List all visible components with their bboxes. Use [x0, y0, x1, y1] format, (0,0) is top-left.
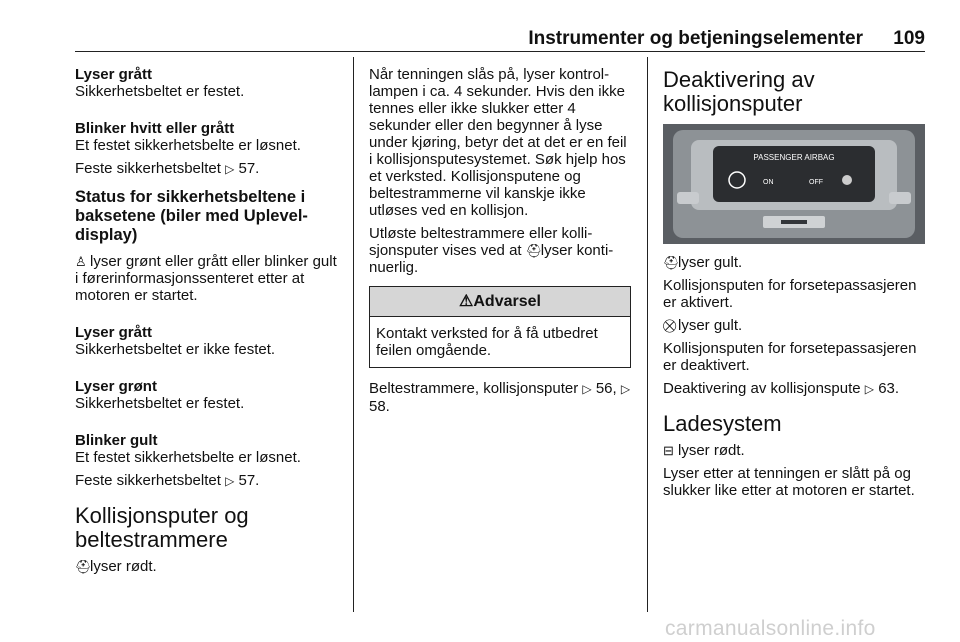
status-text: lyser grønt eller grått eller blinker gult i førerinformasjonssenteret etter at motoren er startet.: [75, 253, 337, 304]
i2-text: Kollisjonsputen for forsetepassasjeren er deaktivert.: [663, 340, 917, 374]
l1-text: Lyser etter at tenningen er slått på og slukker like etter at motoren er startet.: [663, 465, 915, 499]
c2-p2a: Utløste beltestrammere eller kollisjonsputer vises ved at: [369, 225, 593, 259]
s2-text: Et festet sikkerhetsbelte er løsnet.: [75, 137, 301, 154]
column-3: [663, 66, 925, 505]
c2-p2: [369, 225, 631, 276]
s1-title: Lyser grått: [75, 66, 152, 83]
c2-p3-ref1[interactable]: 56,: [595, 380, 617, 397]
s1-text: Sikkerhetsbeltet er festet.: [75, 83, 245, 100]
page-ref-icon: ▷: [582, 382, 592, 396]
charging-heading: Ladesystem: [663, 411, 782, 436]
column-2: [369, 66, 631, 421]
s3-title: Lyser grått: [75, 324, 152, 341]
page-ref-icon: ▷: [225, 162, 235, 176]
s5-ref-line: [75, 472, 337, 490]
s4-text: Sikkerhetsbeltet er festet.: [75, 395, 245, 412]
airbag-line: [75, 558, 337, 575]
status-heading: Status for sikkerhetsbeltene i baksetene (biler med Uplevel-display): [75, 188, 308, 244]
s5-ref-text: Feste sikkerhetsbeltet: [75, 472, 221, 489]
column-divider-2: [647, 57, 648, 612]
i2-ref-page[interactable]: 63.: [878, 380, 900, 397]
header-rule: [75, 51, 925, 52]
c2-p2b: lyser kontinuerlig.: [369, 242, 614, 276]
page-number: 109: [893, 28, 925, 49]
s4-title: Lyser grønt: [75, 378, 157, 395]
warning-title: Advarsel: [473, 293, 541, 310]
i2-ref-line: [663, 380, 925, 398]
rear-seatbelt-icon: ♙: [75, 254, 87, 269]
airbag-panel-photo: [663, 124, 925, 244]
airbag-on-icon: ⛑: [663, 255, 680, 270]
airbag-icon: ⛑: [525, 243, 543, 258]
c2-p3: [369, 380, 631, 415]
l1-line: [663, 442, 925, 459]
i1-text: Kollisjonsputen for forsetepassasjeren er aktivert.: [663, 277, 917, 311]
airbag-icon: ⛑: [75, 559, 92, 574]
airbag-off-icon: ⛒: [663, 318, 677, 333]
s5-title: Blinker gult: [75, 432, 158, 449]
s5-text: Et festet sikkerhetsbelte er løsnet.: [75, 449, 301, 466]
s2-ref-line: [75, 160, 337, 178]
c2-p3-text: Beltestrammere, kollisjonsputer: [369, 380, 579, 397]
warning-header: [370, 287, 630, 317]
airbag-heading: Kollisjonsputer og beltestrammere: [75, 503, 249, 552]
c2-p3-ref2[interactable]: 58.: [369, 398, 390, 415]
s2-title: Blinker hvitt eller grått: [75, 120, 235, 137]
s3-text: Sikkerhetsbeltet er ikke festet.: [75, 341, 276, 358]
column-1: [75, 66, 337, 581]
i2-line: [663, 317, 925, 334]
panel-label: PASSENGER AIRBAG: [753, 153, 835, 162]
i2-ref-text: Deaktivering av kollisjonspute: [663, 380, 861, 397]
panel-on: ON: [763, 179, 774, 186]
battery-icon: ⊟: [663, 443, 674, 458]
column-divider-1: [353, 57, 354, 612]
airbag-text: lyser rødt.: [90, 558, 157, 575]
i1: lyser gult.: [678, 254, 743, 271]
header-title: Instrumenter og betjeningselementer: [528, 28, 863, 49]
s5-ref-page[interactable]: 57.: [238, 472, 260, 489]
s2-ref-page[interactable]: 57.: [238, 160, 260, 177]
i2: lyser gult.: [678, 317, 743, 334]
warning-icon: ⚠: [459, 293, 474, 310]
warning-body: Kontakt verksted for å få utbedret feilen omgående.: [376, 325, 598, 359]
status-line: [75, 253, 337, 304]
page-ref-icon: ▷: [864, 382, 875, 396]
c2-p1: Når tenningen slås på, lyser kontrollampen i ca. 4 sekunder. Hvis den ikke tennes eller ikke slukker etter 4 sekunder eller den begynner å lyse under kjøring, betyr det at det er en feil i kollisjonsputesystemet. Søk hjelp hos et verksted. Kollisjonsputene og beltestrammerne vil kanskje ikke utløses ved en kollisjon.: [369, 66, 627, 219]
l1: lyser rødt.: [678, 442, 745, 459]
warning-box: [369, 286, 631, 368]
s2-ref-text: Feste sikkerhetsbeltet: [75, 160, 221, 177]
page-ref-icon: ▷: [225, 474, 235, 488]
page-ref-icon: ▷: [620, 382, 631, 396]
panel-off: OFF: [809, 179, 823, 186]
watermark: carmanualsonline.info: [665, 617, 876, 640]
page-header: [75, 28, 925, 50]
deactivation-heading: Deaktivering av kollisjonsputer: [663, 67, 815, 116]
i1-line: [663, 254, 925, 271]
